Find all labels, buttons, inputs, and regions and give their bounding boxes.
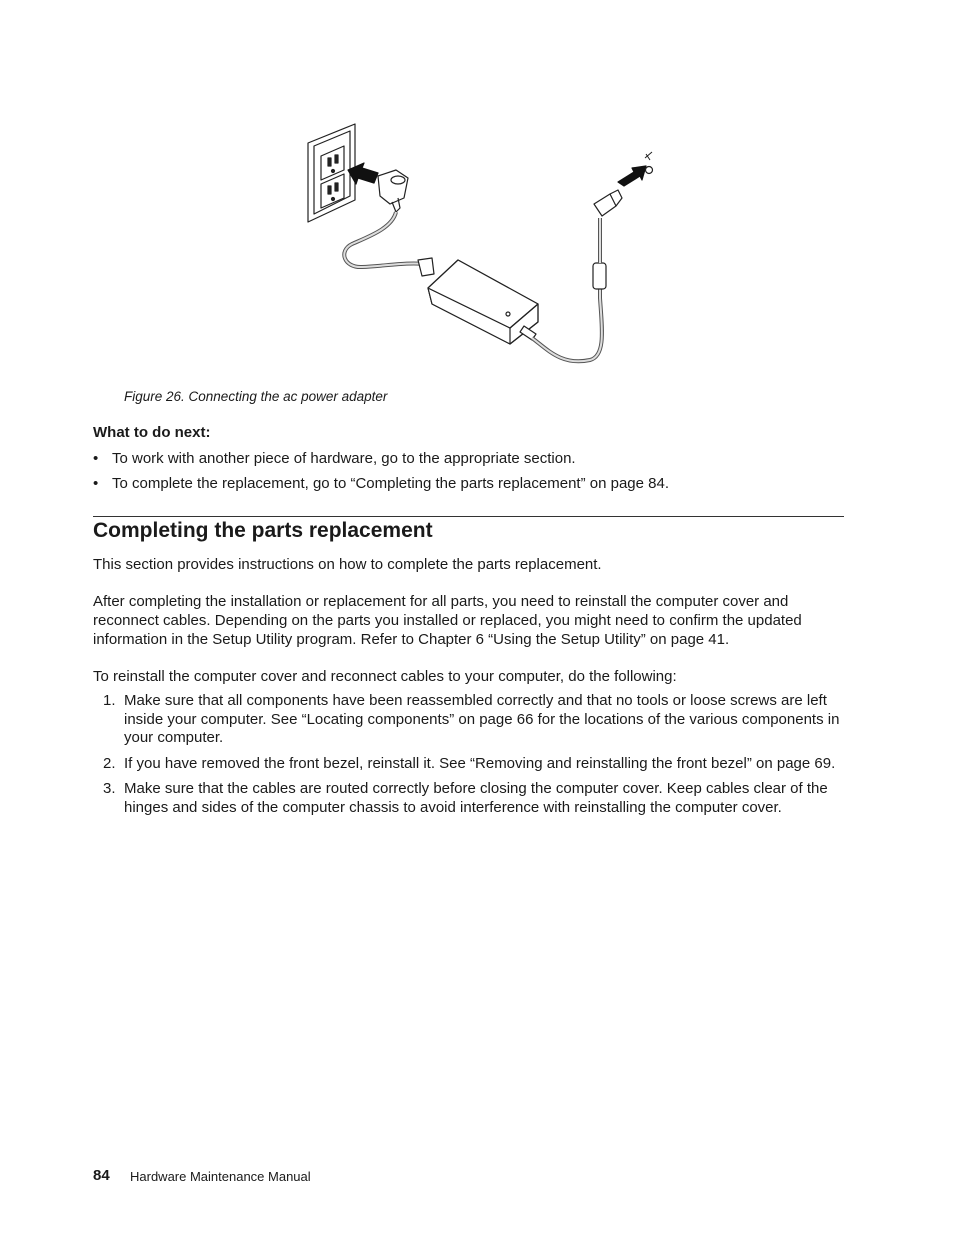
- section-intro: This section provides instructions on how to complete the parts replacement.: [93, 556, 602, 573]
- power-plug-icon: [378, 170, 408, 212]
- step-number: 2.: [103, 754, 116, 772]
- list-item-text: To work with another piece of hardware, go to the appropriate section.: [112, 450, 576, 467]
- insert-arrow-icon-2: [618, 166, 646, 186]
- dc-in-symbol-icon: [645, 152, 653, 174]
- list-item: [93, 475, 853, 493]
- ferrite-bead-icon: [593, 263, 606, 289]
- list-item: [93, 780, 845, 817]
- footer-title: Hardware Maintenance Manual: [130, 1169, 311, 1184]
- steps-list: [93, 692, 845, 824]
- steps-lead: To reinstall the computer cover and reconnect cables to your computer, do the following:: [93, 668, 677, 685]
- list-item: [93, 755, 845, 774]
- bullet-icon: •: [93, 475, 99, 492]
- figure-caption: Figure 26. Connecting the ac power adapter: [124, 389, 388, 404]
- section-paragraph: After completing the installation or replacement for all parts, you need to reinstall the computer cover and reconnect cables. Depending on the parts you installed or replaced, you might need to confirm the updated information in the Setup Utility program. Refer to Chapter 6 “Using the Setup Utility” on page 41.: [93, 593, 802, 648]
- list-item: [93, 450, 853, 468]
- step-text: Make sure that all components have been reassembled correctly and that no tools or loose screws are left inside your computer. See “Locating components” on page 66 for the locations of the various components in your computer.: [124, 692, 840, 746]
- ac-adapter-figure: [300, 118, 680, 380]
- step-number: 1.: [103, 692, 116, 709]
- list-item-text: To complete the replacement, go to “Completing the parts replacement” on page 84.: [112, 475, 669, 492]
- power-adapter-brick-icon: [428, 260, 538, 344]
- section-divider: [93, 516, 844, 517]
- next-steps-list: [93, 450, 853, 500]
- list-item: [93, 692, 845, 748]
- step-text: Make sure that the cables are routed correctly before closing the computer cover. Keep cables clear of the hinges and sides of the computer chassis to avoid interference with reinstalling the computer cover.: [124, 780, 828, 816]
- dc-connector-icon: [594, 194, 616, 216]
- bullet-icon: •: [93, 450, 99, 467]
- section-heading: Completing the parts replacement: [93, 519, 433, 542]
- step-text: If you have removed the front bezel, reinstall it. See “Removing and reinstalling the front bezel” on page 69.: [124, 754, 836, 772]
- page-number: 84: [93, 1167, 110, 1184]
- what-to-do-next-heading: What to do next:: [93, 424, 211, 441]
- step-number: 3.: [103, 780, 116, 797]
